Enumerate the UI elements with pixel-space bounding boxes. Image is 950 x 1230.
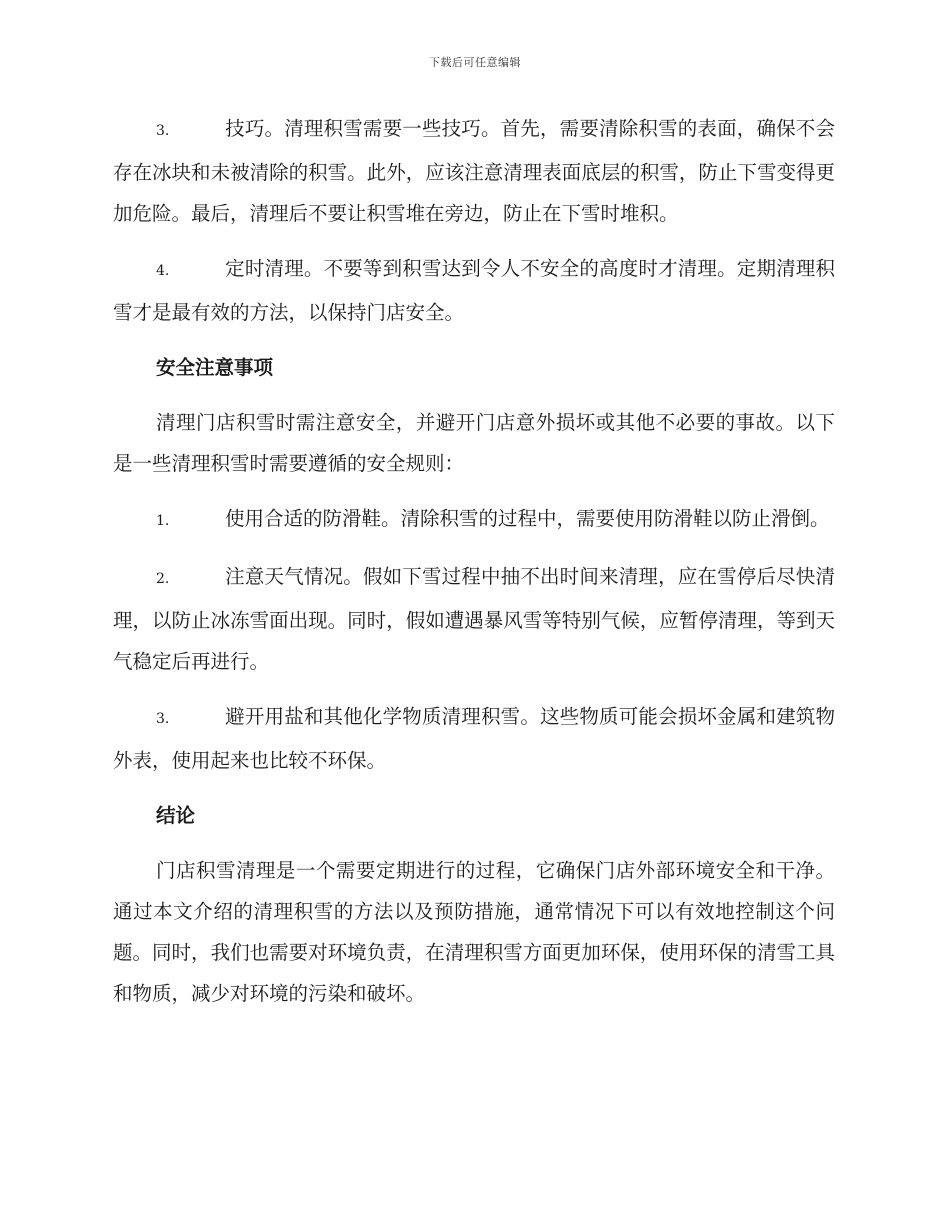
- list-item: [113, 556, 835, 682]
- list-item: [113, 696, 835, 781]
- list-number: 3.: [156, 711, 170, 727]
- conclusion-paragraph: 门店积雪清理是一个需要定期进行的过程，它确保门店外部环境安全和干净。通过本文介绍的清理积雪的方法以及预防措施，通常情况下可以有效地控制这个问题。同时，我们也需要对环境负责，在清理积雪方面更加环保，使用环保的清雪工具和物质，减少对环境的污染和破坏。: [113, 859, 835, 1005]
- safety-intro-paragraph: 清理门店积雪时需注意安全，并避开门店意外损坏或其他不必要的事故。以下是一些清理积雪时需要遵循的安全规则：: [113, 411, 835, 475]
- list-item-text: 定时清理。不要等到积雪达到令人不安全的高度时才清理。定期清理积雪才是最有效的方法，以保持门店安全。: [113, 257, 835, 324]
- list-item-text: 注意天气情况。假如下雪过程中抽不出时间来清理，应在雪停后尽快清理，以防止冰冻雪面出现。同时，假如遭遇暴风雪等特别气候，应暂停清理，等到天气稳定后再进行。: [113, 565, 835, 673]
- list-number: 1.: [156, 513, 170, 529]
- list-number: 3.: [156, 123, 170, 139]
- list-item-text: 使用合适的防滑鞋。清除积雪的过程中，需要使用防滑鞋以防止滑倒。: [225, 507, 830, 530]
- section-heading-safety: 安全注意事项: [156, 356, 274, 379]
- list-number: 4.: [156, 263, 170, 279]
- list-item: [113, 498, 835, 542]
- list-item-text: 避开用盐和其他化学物质清理积雪。这些物质可能会损坏金属和建筑物外表，使用起来也比较不环保。: [113, 705, 835, 772]
- document-body: [113, 108, 835, 1028]
- section-heading-conclusion: 结论: [156, 804, 196, 827]
- list-item: [113, 248, 835, 333]
- page-header: 下载后可任意编辑: [429, 56, 521, 69]
- list-item-text: 技巧。清理积雪需要一些技巧。首先，需要清除积雪的表面，确保不会存在冰块和未被清除的积雪。此外，应该注意清理表面底层的积雪，防止下雪变得更加危险。最后，清理后不要让积雪堆在旁边，防止在下雪时堆积。: [113, 117, 835, 225]
- list-number: 2.: [156, 571, 170, 587]
- list-item: [113, 108, 835, 234]
